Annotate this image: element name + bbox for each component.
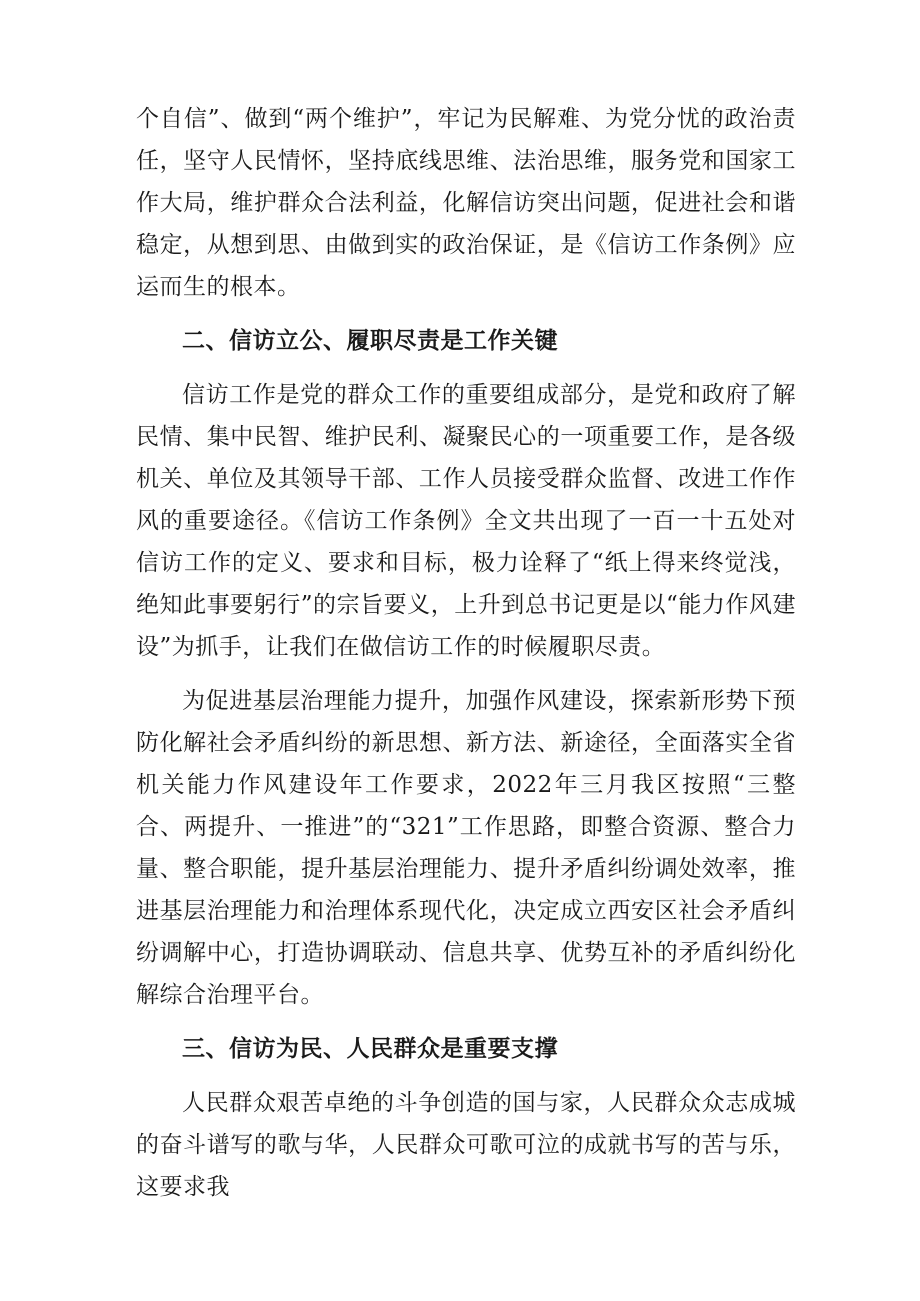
paragraph-body: 信访工作是党的群众工作的重要组成部分，是党和政府了解民情、集中民智、维护民利、凝聚民心的一项重要工作，是各级机关、单位及其领导干部、工作人员接受群众监督、改进工作作风的重要途径。《信访工作条例》全文共出现了一百一十五处对信访工作的定义、要求和目标，极力诠释了“纸上得来终觉浅，绝知此事要躬行”的宗旨要义，上升到总书记更是以“能力作风建设”为抓手，让我们在做信访工作的时候履职尽责。	[136, 382, 796, 660]
paragraph-body: 为促进基层治理能力提升，加强作风建设，探索新形势下预防化解社会矛盾纠纷的新思想、新方法、新途径，全面落实全省机关能力作风建设年工作要求，2022年三月我区按照“三整合、两提升、一推进”的“321”工作思路，即整合资源、整合力量、整合职能，提升基层治理能力、提升矛盾纠纷调处效率，推进基层治理能力和治理体系现代化，决定成立西安区社会矛盾纠纷调解中心，打造协调联动、信息共享、优势互补的矛盾纠纷化解综合治理平台。	[136, 688, 796, 1008]
section-heading-3: 三、信访为民、人民群众是重要支撑	[182, 1036, 558, 1062]
document-body	[136, 98, 796, 1208]
paragraph-continuation: 个自信”、做到“两个维护”，牢记为民解难、为党分忧的政治责任，坚守人民情怀，坚持底线思维、法治思维，服务党和国家工作大局，维护群众合法利益，化解信访突出问题，促进社会和谐稳定，从想到思、由做到实的政治保证，是《信访工作条例》应运而生的根本。	[136, 106, 796, 300]
section-heading-2: 二、信访立公、履职尽责是工作关键	[182, 328, 558, 354]
paragraph-body: 人民群众艰苦卓绝的斗争创造的国与家，人民群众众志成城的奋斗谱写的歌与华，人民群众可歌可泣的成就书写的苦与乐，这要求我	[136, 1090, 796, 1200]
